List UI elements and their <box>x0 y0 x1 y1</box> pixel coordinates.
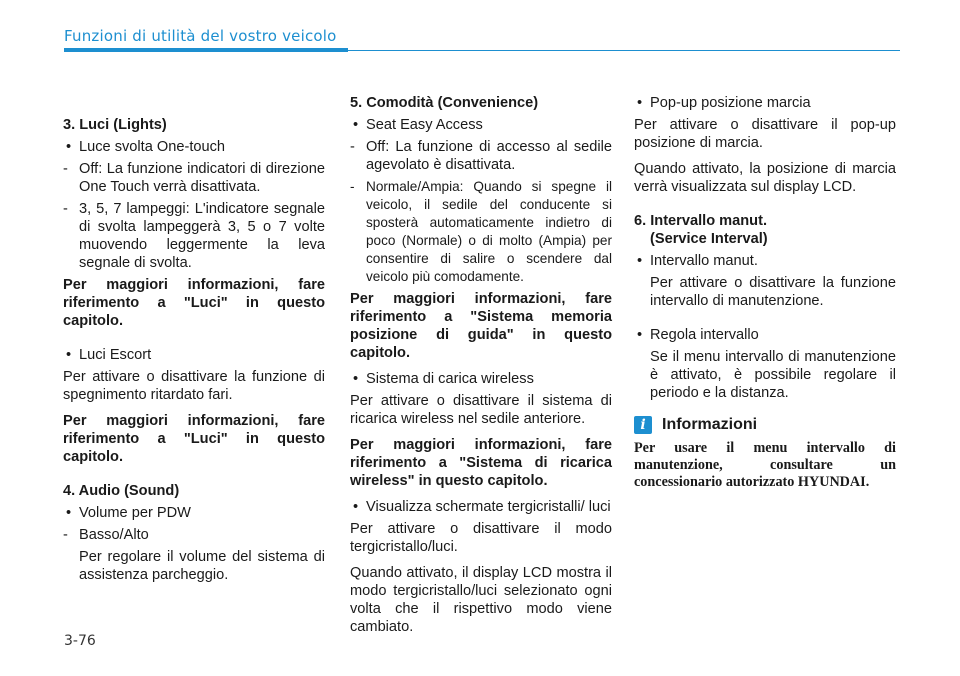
info-icon: i <box>634 416 652 434</box>
one-touch-flashes: - 3, 5, 7 lampeggi: L'indicatore segnale di svolta lampeggerà 3, 5 o 7 volte muovendo leggermente la leva segnale di svolta. <box>63 200 325 272</box>
interval-item: • Intervallo manut. <box>634 252 896 270</box>
interval-text: Per attivare o disattivare la funzione intervallo di manutenzione. <box>650 275 896 309</box>
wireless-charging-item: • Sistema di carica wireless <box>350 370 612 388</box>
page-header <box>0 0 960 60</box>
page-number: 3-76 <box>64 633 96 649</box>
lights-reference-1: Per maggiori informazioni, fare riferimento a "Luci" in questo capitolo. <box>63 277 325 329</box>
service-heading-sub: (Service Interval) <box>650 231 768 247</box>
info-box-header <box>634 416 896 434</box>
seat-easy-off: - Off: La funzione di accesso al sedile agevolato è disattivata. <box>350 138 612 174</box>
section-title: Funzioni di utilità del vostro veicolo <box>64 27 337 45</box>
wiper-text-2: Quando attivato, il display LCD mostra il modo tergicristallo/luci selezionato ogni volta che il rispettivo modo viene cambiato. <box>350 565 612 635</box>
header-rule-thin <box>348 50 900 51</box>
low-high-text: Per regolare il volume del sistema di assistenza parcheggio. <box>79 549 325 583</box>
wiper-screen-item: • Visualizza schermate tergicristalli/ luci <box>350 498 612 516</box>
low-high-item: - Basso/Alto <box>63 526 325 544</box>
pdw-volume-item: • Volume per PDW <box>63 504 325 522</box>
convenience-reference-1: Per maggiori informazioni, fare riferimento a "Sistema memoria posizione di guida" in questo capitolo. <box>350 291 612 361</box>
lights-reference-2: Per maggiori informazioni, fare riferimento a "Luci" in questo capitolo. <box>63 413 325 465</box>
seat-easy-normal-wide: - Normale/Ampia: Quando si spegne il veicolo, il sedile del conducente si sposterà automaticamente indietro di poco (Normale) o di molto (Ampia) per consentire di salire o scendere dal veicolo più comodamente. <box>350 178 612 286</box>
header-rule-thick <box>64 48 348 52</box>
adjust-interval-text: Se il menu intervallo di manutenzione è attivato, è possibile regolare il periodo e la distanza. <box>650 349 896 401</box>
adjust-interval-item: • Regola intervallo <box>634 326 896 344</box>
info-title: Informazioni <box>662 416 758 433</box>
service-heading: 6. Intervallo manut. <box>634 213 767 229</box>
column-2 <box>350 94 612 644</box>
column-3 <box>634 94 896 491</box>
seat-easy-access-item: • Seat Easy Access <box>350 116 612 134</box>
column-1 <box>63 116 325 588</box>
gear-popup-text-2: Quando attivato, la posizione di marcia verrà visualizzata sul display LCD. <box>634 161 896 195</box>
wiper-text: Per attivare o disattivare il modo tergicristallo/luci. <box>350 521 612 555</box>
gear-popup-text: Per attivare o disattivare il pop-up posizione di marcia. <box>634 117 896 151</box>
convenience-heading: 5. Comodità (Convenience) <box>350 95 539 111</box>
one-touch-off: - Off: La funzione indicatori di direzione One Touch verrà disattivata. <box>63 160 325 196</box>
convenience-reference-2: Per maggiori informazioni, fare riferimento a "Sistema di ricarica wireless" in questo capitolo. <box>350 437 612 489</box>
info-text: Per usare il menu intervallo di manutenzione, consultare un concessionario autorizzato HYUNDAI. <box>634 440 896 490</box>
lights-heading: 3. Luci (Lights) <box>63 117 167 133</box>
one-touch-item: • Luce svolta One-touch <box>63 138 325 156</box>
escort-text: Per attivare o disattivare la funzione di spegnimento ritardato fari. <box>63 369 325 403</box>
gear-popup-item: • Pop-up posizione marcia <box>634 94 896 112</box>
escort-item: • Luci Escort <box>63 346 325 364</box>
audio-heading: 4. Audio (Sound) <box>63 483 180 499</box>
wireless-charging-text: Per attivare o disattivare il sistema di ricarica wireless nel sedile anteriore. <box>350 393 612 427</box>
